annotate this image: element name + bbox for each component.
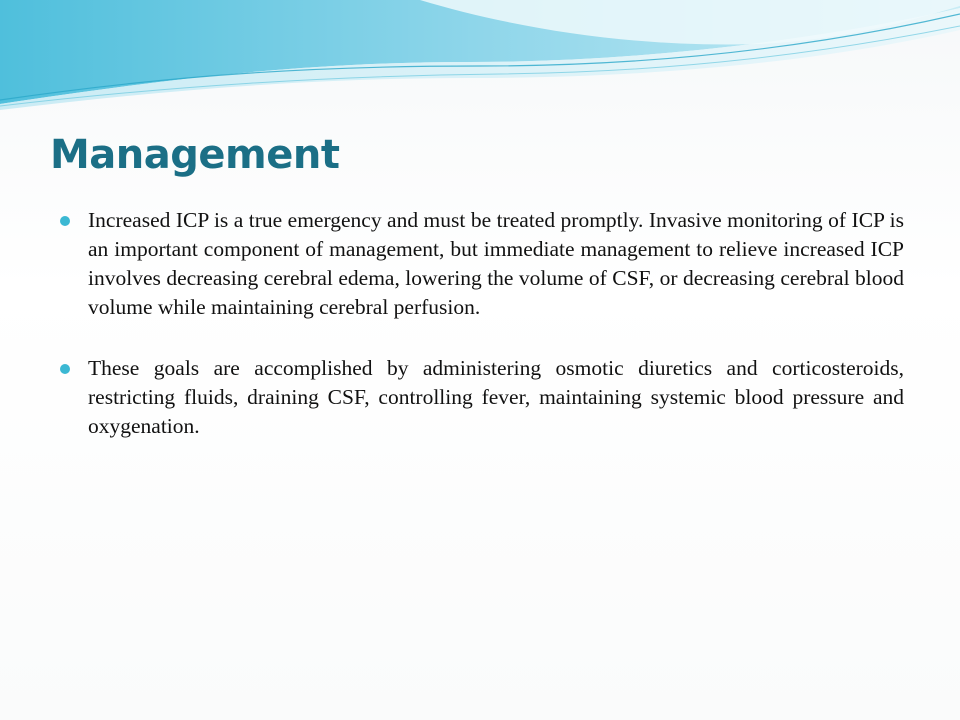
bullet-text: Increased ICP is a true emergency and must be treated promptly. Invasive monitoring of ICP is an important component of management, but immediate management to relieve increased ICP involves decreasing cerebral edema, lowering the volume of CSF, or decreasing cerebral blood volume while maintaining cerebral perfusion. (88, 208, 904, 319)
bullet-list (60, 206, 904, 473)
slide-title: Management (50, 132, 340, 178)
header-wave-decoration (0, 0, 960, 120)
bullet-item (60, 206, 904, 322)
bullet-dot-icon (60, 364, 70, 374)
bullet-text: These goals are accomplished by administering osmotic diuretics and corticosteroids, restricting fluids, draining CSF, controlling fever, maintaining systemic blood pressure and oxygenation. (88, 356, 904, 438)
bullet-dot-icon (60, 216, 70, 226)
bullet-item (60, 354, 904, 441)
